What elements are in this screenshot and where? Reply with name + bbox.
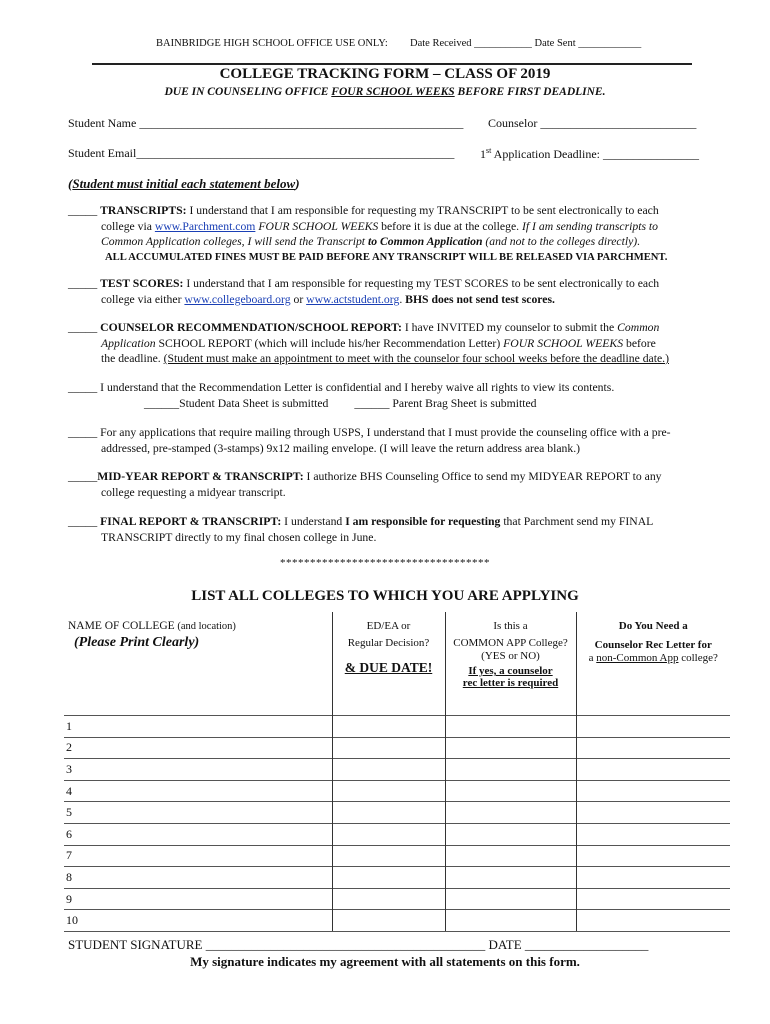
table-row[interactable]: 2 [64,737,730,759]
table-row[interactable]: 8 [64,867,730,889]
office-use-label: BAINBRIDGE HIGH SCHOOL OFFICE USE ONLY: [156,38,388,49]
table-row[interactable]: 4 [64,780,730,802]
table-row[interactable]: 9 [64,888,730,910]
statement-waiver: _____ I understand that the Recommendation Letter is confidential and I hereby waive all rights to view its contents. ______Student Data Sheet is submitted ______ Parent Brag Sheet is submitted [68,381,615,410]
col-commonapp-header: Is this a COMMON APP College? (YES or NO) If yes, a counselor rec letter is required [445,612,576,716]
header-rule [92,63,692,65]
initial-note: (Student must initial each statement below) [68,176,300,191]
table-row[interactable]: 5 [64,802,730,824]
table-row[interactable]: 1 [64,716,730,738]
table-row[interactable]: 6 [64,823,730,845]
col-decision-header: ED/EA or Regular Decision? & DUE DATE! [332,612,445,716]
statement-final: _____ FINAL REPORT & TRANSCRIPT: I understand I am responsible for requesting that Parchment send my FINAL TRANSCRIPT directly to my final chosen college in June. [68,515,654,544]
date-received-sent: Date Received ___________ Date Sent ____________ [410,38,642,49]
table-header-row [64,612,730,716]
table-row[interactable]: 10 [64,910,730,932]
col-rec-letter-header: Do You Need a Counselor Rec Letter for a non-Common App college? [588,620,718,664]
student-email-field[interactable]: Student Email_____________________________________________________ [68,146,455,160]
statement-test-scores: _____ TEST SCORES: I understand that I am responsible for requesting my TEST SCORES to be sent electronically to each college via either www.collegeboard.org or www.actstudent.org. BHS does not send test scores. [68,277,660,306]
colleges-list-title: LIST ALL COLLEGES TO WHICH YOU ARE APPLYING [191,588,579,604]
page-title: COLLEGE TRACKING FORM – CLASS OF 2019 [219,66,551,82]
counselor-field[interactable]: Counselor __________________________ [488,116,697,130]
signature-agreement: My signature indicates my agreement with all statements on this form. [190,954,580,969]
divider-stars: *********************************** [280,557,490,569]
page-subtitle: DUE IN COUNSELING OFFICE FOUR SCHOOL WEEKS BEFORE FIRST DEADLINE. [164,86,606,98]
parchment-link[interactable]: www.Parchment.com [154,219,256,233]
statement-usps: _____ For any applications that require mailing through USPS, I understand that I must provide the counseling office with a pre- addressed, pre-stamped (3-stamps) 9x12 mailing envelope. (I will leave the return address area blank.) [68,426,671,455]
col-name-header: NAME OF COLLEGE (and location) (Please Print Clearly) [64,612,332,716]
signature-field[interactable]: STUDENT SIGNATURE ___________________________________________ DATE ___________________ [68,937,649,952]
table-row[interactable]: 3 [64,759,730,781]
table-row[interactable]: 7 [64,845,730,867]
actstudent-link[interactable]: www.actstudent.org [306,292,400,306]
collegeboard-link[interactable]: www.collegeboard.org [184,292,291,306]
statement-midyear: _____MID-YEAR REPORT & TRANSCRIPT: I authorize BHS Counseling Office to send my MIDYEAR REPORT to any college requesting a midyear transcript. [68,470,662,499]
student-name-field[interactable]: Student Name ______________________________________________________ [68,116,464,130]
statement-counselor-rec: _____ COUNSELOR RECOMMENDATION/SCHOOL REPORT: I have INVITED my counselor to submit the Common Application SCHOOL REPORT (which will include his/her Recommendation Letter) FOUR SCHOOL WEEKS before the deadline. (Student must make an appointment to meet with the counselor four school weeks before the deadline date.) [68,321,669,365]
colleges-table [64,612,730,932]
statement-transcripts: _____ TRANSCRIPTS: I understand that I am responsible for requesting my TRANSCRIPT to be sent electronically to each college via www.Parchment.com FOUR SCHOOL WEEKS before it is due at the college. If I am sending transcripts to Common Application colleges, I will send the Transcript to Common Application (and not to the colleges directly). ALL ACCUMULATED FINES MUST BE PAID BEFORE ANY TRANSCRIPT WILL BE RELEASED VIA PARCHMENT. [68,204,668,263]
application-deadline-field[interactable]: 1st Application Deadline: ________________ [480,146,699,161]
